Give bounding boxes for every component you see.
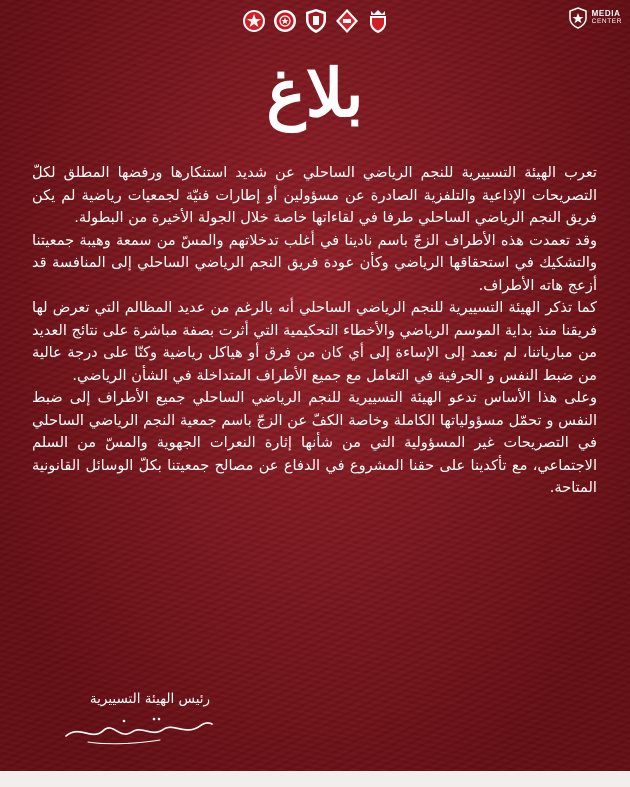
signatory-title: رئيس الهيئة التسييرية bbox=[89, 691, 211, 707]
handwritten-signature bbox=[58, 712, 218, 748]
communique-body bbox=[32, 162, 597, 500]
media-center-brand bbox=[568, 7, 622, 29]
round-crest-icon bbox=[273, 8, 297, 34]
star-club-icon bbox=[242, 8, 266, 34]
media-center-line1: MEDIA bbox=[591, 9, 621, 19]
media-center-badge-icon bbox=[568, 7, 588, 29]
paragraph-2: وقد تعمدت هذه الأطراف الزجّ باسم نادينا في أغلب تدخلاتهم والمسّ من سمعة وهيبة جمعيتنا والتشكيك في استحقاقها الرياضي وكأن عودة فريق النجم الرياضي الساحلي إلى المنافسة قد أزعج هاته الأطراف. bbox=[32, 231, 597, 294]
bottom-strip bbox=[0, 771, 630, 787]
crowned-crest-icon bbox=[366, 8, 390, 34]
paragraph-4: وعلى هذا الأساس تدعو الهيئة التسييرية للنجم الرياضي الساحلي جميع الأطراف إلى ضبط النفس و تحمّل مسؤولياتها الكاملة وخاصة الكفّ عن الزجّ باسم جمعية النجم الرياضي الساحلي في التصريحات غير المسؤولية التي من شأنها إثارة النعرات الجهوية والمسّ من السلم الاجتماعي، مع تأكدينا على حقنا المشروع في الدفاع عن مصالح جمعيتنا بكلّ الوسائل القانونية المتاحة. bbox=[32, 389, 597, 496]
page-title: بلاغ bbox=[266, 54, 364, 132]
diamond-crest-icon bbox=[335, 8, 359, 34]
shield-crest-icon bbox=[304, 8, 328, 34]
paragraph-3: كما تذكر الهيئة التسييرية للنجم الرياضي الساحلي أنه بالرغم من عديد المظالم التي تعرض لها فريقنا منذ بداية الموسم الرياضي والأخطاء التحكيمية التي أثرت بصفة مباشرة على نتائج العديد من مبارياتنا، لم نعمد إلى الإساءة إلى أي كان من فرق أو هياكل رياضية وكنّا على درجة عالية من ضبط النفس و الحرفية في التعامل مع جميع الأطراف المتداخلة في الشأن الرياضي. bbox=[32, 299, 597, 384]
media-center-line2: CENTER bbox=[591, 18, 622, 26]
club-logos-row bbox=[242, 8, 390, 34]
paragraph-1: تعرب الهيئة التسييرية للنجم الرياضي الساحلي عن شديد استنكارها ورفضها المطلق لكلّ التصريحات الإذاعية والتلفزية الصادرة عن مسؤولين أو إطارات فنيّة لجمعيات رياضية لم يكن فريق النجم الرياضي الساحلي طرفا في لقاءاتها خاصة خلال الجولة الأخيرة من البطولة. bbox=[32, 164, 597, 226]
